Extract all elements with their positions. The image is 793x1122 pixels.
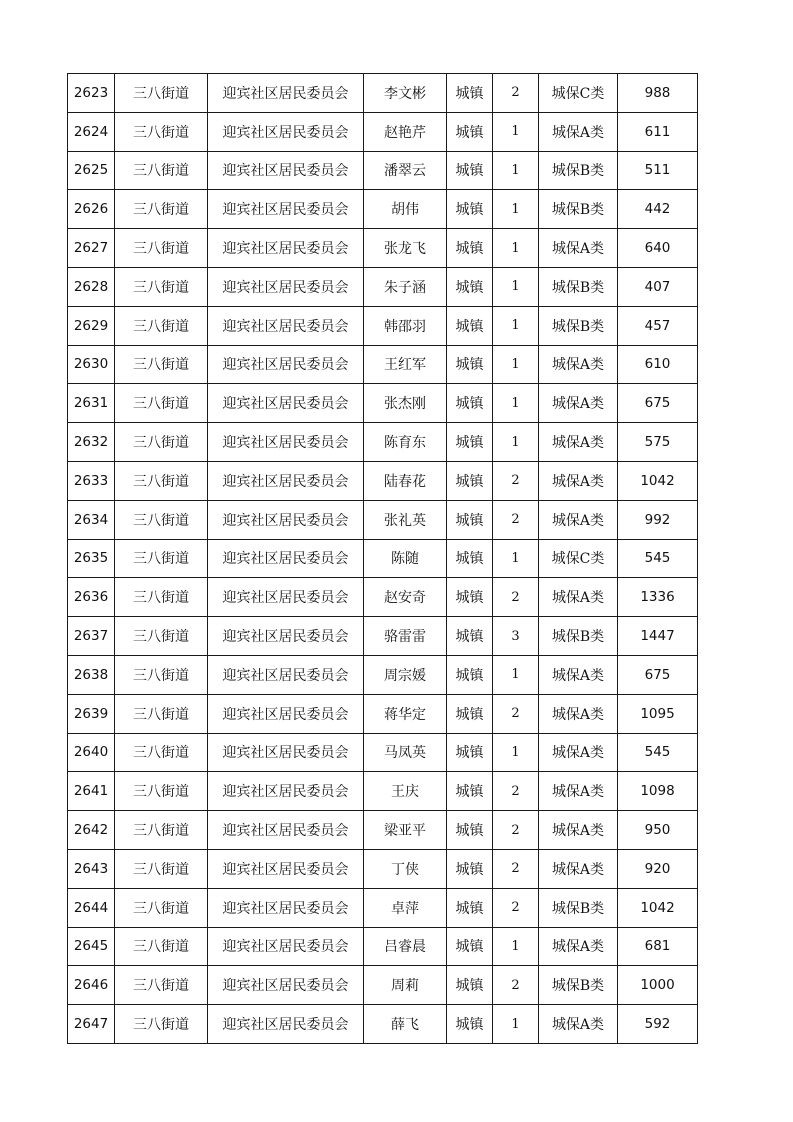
committee-cell: 迎宾社区居民委员会 <box>208 267 364 306</box>
table-row <box>68 655 698 694</box>
person-name-cell: 王庆 <box>364 772 447 811</box>
street-cell: 三八街道 <box>115 849 208 888</box>
area-type-cell: 城镇 <box>447 811 493 850</box>
table-body <box>68 74 698 1044</box>
category-cell: 城保B类 <box>539 966 618 1005</box>
table-row <box>68 772 698 811</box>
table-row <box>68 306 698 345</box>
household-count-cell: 2 <box>493 888 539 927</box>
row-id-cell: 2645 <box>68 927 115 966</box>
household-count-cell: 1 <box>493 655 539 694</box>
row-id-cell: 2635 <box>68 539 115 578</box>
table-row <box>68 966 698 1005</box>
amount-cell: 681 <box>618 927 698 966</box>
area-type-cell: 城镇 <box>447 267 493 306</box>
table-row <box>68 888 698 927</box>
table-row <box>68 112 698 151</box>
person-name-cell: 马凤英 <box>364 733 447 772</box>
person-name-cell: 周宗媛 <box>364 655 447 694</box>
person-name-cell: 胡伟 <box>364 190 447 229</box>
category-cell: 城保A类 <box>539 1005 618 1044</box>
street-cell: 三八街道 <box>115 694 208 733</box>
household-count-cell: 2 <box>493 74 539 113</box>
area-type-cell: 城镇 <box>447 733 493 772</box>
household-count-cell: 1 <box>493 733 539 772</box>
person-name-cell: 卓萍 <box>364 888 447 927</box>
household-count-cell: 1 <box>493 345 539 384</box>
row-id-cell: 2639 <box>68 694 115 733</box>
row-id-cell: 2631 <box>68 384 115 423</box>
category-cell: 城保A类 <box>539 461 618 500</box>
person-name-cell: 陈育东 <box>364 423 447 462</box>
category-cell: 城保C类 <box>539 539 618 578</box>
area-type-cell: 城镇 <box>447 849 493 888</box>
category-cell: 城保A类 <box>539 849 618 888</box>
category-cell: 城保A类 <box>539 578 618 617</box>
area-type-cell: 城镇 <box>447 500 493 539</box>
street-cell: 三八街道 <box>115 772 208 811</box>
committee-cell: 迎宾社区居民委员会 <box>208 190 364 229</box>
street-cell: 三八街道 <box>115 112 208 151</box>
person-name-cell: 张杰刚 <box>364 384 447 423</box>
table-row <box>68 694 698 733</box>
household-count-cell: 2 <box>493 772 539 811</box>
table-row <box>68 384 698 423</box>
household-count-cell: 1 <box>493 927 539 966</box>
committee-cell: 迎宾社区居民委员会 <box>208 345 364 384</box>
amount-cell: 407 <box>618 267 698 306</box>
amount-cell: 1042 <box>618 461 698 500</box>
street-cell: 三八街道 <box>115 1005 208 1044</box>
area-type-cell: 城镇 <box>447 229 493 268</box>
household-count-cell: 2 <box>493 966 539 1005</box>
area-type-cell: 城镇 <box>447 384 493 423</box>
amount-cell: 611 <box>618 112 698 151</box>
row-id-cell: 2629 <box>68 306 115 345</box>
street-cell: 三八街道 <box>115 384 208 423</box>
row-id-cell: 2641 <box>68 772 115 811</box>
row-id-cell: 2634 <box>68 500 115 539</box>
area-type-cell: 城镇 <box>447 927 493 966</box>
person-name-cell: 李文彬 <box>364 74 447 113</box>
street-cell: 三八街道 <box>115 966 208 1005</box>
household-count-cell: 3 <box>493 617 539 656</box>
amount-cell: 511 <box>618 151 698 190</box>
street-cell: 三八街道 <box>115 578 208 617</box>
row-id-cell: 2625 <box>68 151 115 190</box>
table-row <box>68 74 698 113</box>
committee-cell: 迎宾社区居民委员会 <box>208 927 364 966</box>
record-table <box>67 73 698 1044</box>
table-row <box>68 927 698 966</box>
person-name-cell: 潘翠云 <box>364 151 447 190</box>
category-cell: 城保B类 <box>539 151 618 190</box>
person-name-cell: 赵安奇 <box>364 578 447 617</box>
row-id-cell: 2647 <box>68 1005 115 1044</box>
table-row <box>68 461 698 500</box>
street-cell: 三八街道 <box>115 190 208 229</box>
table-row <box>68 229 698 268</box>
row-id-cell: 2624 <box>68 112 115 151</box>
amount-cell: 992 <box>618 500 698 539</box>
amount-cell: 988 <box>618 74 698 113</box>
street-cell: 三八街道 <box>115 927 208 966</box>
household-count-cell: 2 <box>493 500 539 539</box>
category-cell: 城保C类 <box>539 74 618 113</box>
amount-cell: 1447 <box>618 617 698 656</box>
table-row <box>68 539 698 578</box>
area-type-cell: 城镇 <box>447 423 493 462</box>
street-cell: 三八街道 <box>115 423 208 462</box>
amount-cell: 1042 <box>618 888 698 927</box>
area-type-cell: 城镇 <box>447 966 493 1005</box>
amount-cell: 575 <box>618 423 698 462</box>
person-name-cell: 赵艳芹 <box>364 112 447 151</box>
committee-cell: 迎宾社区居民委员会 <box>208 151 364 190</box>
area-type-cell: 城镇 <box>447 151 493 190</box>
person-name-cell: 梁亚平 <box>364 811 447 850</box>
category-cell: 城保B类 <box>539 306 618 345</box>
committee-cell: 迎宾社区居民委员会 <box>208 655 364 694</box>
person-name-cell: 陆春花 <box>364 461 447 500</box>
committee-cell: 迎宾社区居民委员会 <box>208 772 364 811</box>
table-row <box>68 1005 698 1044</box>
household-count-cell: 1 <box>493 384 539 423</box>
committee-cell: 迎宾社区居民委员会 <box>208 229 364 268</box>
category-cell: 城保A类 <box>539 694 618 733</box>
amount-cell: 457 <box>618 306 698 345</box>
row-id-cell: 2633 <box>68 461 115 500</box>
row-id-cell: 2630 <box>68 345 115 384</box>
table-row <box>68 811 698 850</box>
street-cell: 三八街道 <box>115 500 208 539</box>
category-cell: 城保A类 <box>539 112 618 151</box>
person-name-cell: 朱子涵 <box>364 267 447 306</box>
household-count-cell: 1 <box>493 229 539 268</box>
person-name-cell: 丁侠 <box>364 849 447 888</box>
area-type-cell: 城镇 <box>447 190 493 229</box>
amount-cell: 1098 <box>618 772 698 811</box>
amount-cell: 1336 <box>618 578 698 617</box>
person-name-cell: 薛飞 <box>364 1005 447 1044</box>
row-id-cell: 2644 <box>68 888 115 927</box>
category-cell: 城保A类 <box>539 500 618 539</box>
row-id-cell: 2623 <box>68 74 115 113</box>
row-id-cell: 2628 <box>68 267 115 306</box>
category-cell: 城保B类 <box>539 267 618 306</box>
committee-cell: 迎宾社区居民委员会 <box>208 112 364 151</box>
household-count-cell: 1 <box>493 112 539 151</box>
committee-cell: 迎宾社区居民委员会 <box>208 811 364 850</box>
row-id-cell: 2640 <box>68 733 115 772</box>
person-name-cell: 骆雷雷 <box>364 617 447 656</box>
amount-cell: 610 <box>618 345 698 384</box>
household-count-cell: 1 <box>493 539 539 578</box>
category-cell: 城保A类 <box>539 733 618 772</box>
committee-cell: 迎宾社区居民委员会 <box>208 539 364 578</box>
household-count-cell: 2 <box>493 461 539 500</box>
amount-cell: 675 <box>618 384 698 423</box>
table-row <box>68 849 698 888</box>
person-name-cell: 王红军 <box>364 345 447 384</box>
amount-cell: 675 <box>618 655 698 694</box>
committee-cell: 迎宾社区居民委员会 <box>208 384 364 423</box>
row-id-cell: 2642 <box>68 811 115 850</box>
person-name-cell: 蒋华定 <box>364 694 447 733</box>
row-id-cell: 2646 <box>68 966 115 1005</box>
person-name-cell: 陈随 <box>364 539 447 578</box>
street-cell: 三八街道 <box>115 345 208 384</box>
person-name-cell: 吕睿晨 <box>364 927 447 966</box>
area-type-cell: 城镇 <box>447 112 493 151</box>
street-cell: 三八街道 <box>115 151 208 190</box>
person-name-cell: 张礼英 <box>364 500 447 539</box>
category-cell: 城保A类 <box>539 655 618 694</box>
amount-cell: 640 <box>618 229 698 268</box>
amount-cell: 442 <box>618 190 698 229</box>
street-cell: 三八街道 <box>115 74 208 113</box>
committee-cell: 迎宾社区居民委员会 <box>208 74 364 113</box>
table-row <box>68 423 698 462</box>
category-cell: 城保A类 <box>539 345 618 384</box>
table-row <box>68 151 698 190</box>
amount-cell: 545 <box>618 733 698 772</box>
street-cell: 三八街道 <box>115 461 208 500</box>
household-count-cell: 2 <box>493 849 539 888</box>
amount-cell: 1095 <box>618 694 698 733</box>
amount-cell: 592 <box>618 1005 698 1044</box>
street-cell: 三八街道 <box>115 617 208 656</box>
area-type-cell: 城镇 <box>447 74 493 113</box>
household-count-cell: 2 <box>493 811 539 850</box>
household-count-cell: 1 <box>493 267 539 306</box>
table-row <box>68 345 698 384</box>
table-row <box>68 733 698 772</box>
area-type-cell: 城镇 <box>447 655 493 694</box>
person-name-cell: 周莉 <box>364 966 447 1005</box>
table-row <box>68 190 698 229</box>
committee-cell: 迎宾社区居民委员会 <box>208 966 364 1005</box>
table-row <box>68 617 698 656</box>
category-cell: 城保A类 <box>539 229 618 268</box>
committee-cell: 迎宾社区居民委员会 <box>208 578 364 617</box>
committee-cell: 迎宾社区居民委员会 <box>208 888 364 927</box>
row-id-cell: 2626 <box>68 190 115 229</box>
row-id-cell: 2643 <box>68 849 115 888</box>
committee-cell: 迎宾社区居民委员会 <box>208 694 364 733</box>
area-type-cell: 城镇 <box>447 617 493 656</box>
committee-cell: 迎宾社区居民委员会 <box>208 423 364 462</box>
area-type-cell: 城镇 <box>447 539 493 578</box>
area-type-cell: 城镇 <box>447 888 493 927</box>
area-type-cell: 城镇 <box>447 694 493 733</box>
area-type-cell: 城镇 <box>447 461 493 500</box>
area-type-cell: 城镇 <box>447 578 493 617</box>
area-type-cell: 城镇 <box>447 772 493 811</box>
household-count-cell: 1 <box>493 151 539 190</box>
household-count-cell: 1 <box>493 306 539 345</box>
category-cell: 城保A类 <box>539 384 618 423</box>
household-count-cell: 1 <box>493 190 539 229</box>
household-count-cell: 2 <box>493 694 539 733</box>
street-cell: 三八街道 <box>115 306 208 345</box>
category-cell: 城保A类 <box>539 423 618 462</box>
row-id-cell: 2637 <box>68 617 115 656</box>
household-count-cell: 1 <box>493 1005 539 1044</box>
row-id-cell: 2636 <box>68 578 115 617</box>
committee-cell: 迎宾社区居民委员会 <box>208 461 364 500</box>
committee-cell: 迎宾社区居民委员会 <box>208 500 364 539</box>
household-count-cell: 1 <box>493 423 539 462</box>
category-cell: 城保B类 <box>539 888 618 927</box>
street-cell: 三八街道 <box>115 539 208 578</box>
amount-cell: 1000 <box>618 966 698 1005</box>
category-cell: 城保B类 <box>539 617 618 656</box>
street-cell: 三八街道 <box>115 229 208 268</box>
row-id-cell: 2638 <box>68 655 115 694</box>
amount-cell: 920 <box>618 849 698 888</box>
person-name-cell: 韩邵羽 <box>364 306 447 345</box>
table-row <box>68 578 698 617</box>
table-row <box>68 267 698 306</box>
row-id-cell: 2632 <box>68 423 115 462</box>
amount-cell: 950 <box>618 811 698 850</box>
category-cell: 城保A类 <box>539 811 618 850</box>
category-cell: 城保B类 <box>539 190 618 229</box>
street-cell: 三八街道 <box>115 888 208 927</box>
committee-cell: 迎宾社区居民委员会 <box>208 617 364 656</box>
committee-cell: 迎宾社区居民委员会 <box>208 849 364 888</box>
street-cell: 三八街道 <box>115 655 208 694</box>
street-cell: 三八街道 <box>115 733 208 772</box>
committee-cell: 迎宾社区居民委员会 <box>208 733 364 772</box>
committee-cell: 迎宾社区居民委员会 <box>208 306 364 345</box>
area-type-cell: 城镇 <box>447 306 493 345</box>
category-cell: 城保A类 <box>539 927 618 966</box>
row-id-cell: 2627 <box>68 229 115 268</box>
street-cell: 三八街道 <box>115 811 208 850</box>
street-cell: 三八街道 <box>115 267 208 306</box>
person-name-cell: 张龙飞 <box>364 229 447 268</box>
committee-cell: 迎宾社区居民委员会 <box>208 1005 364 1044</box>
amount-cell: 545 <box>618 539 698 578</box>
area-type-cell: 城镇 <box>447 345 493 384</box>
category-cell: 城保A类 <box>539 772 618 811</box>
area-type-cell: 城镇 <box>447 1005 493 1044</box>
household-count-cell: 2 <box>493 578 539 617</box>
table-row <box>68 500 698 539</box>
